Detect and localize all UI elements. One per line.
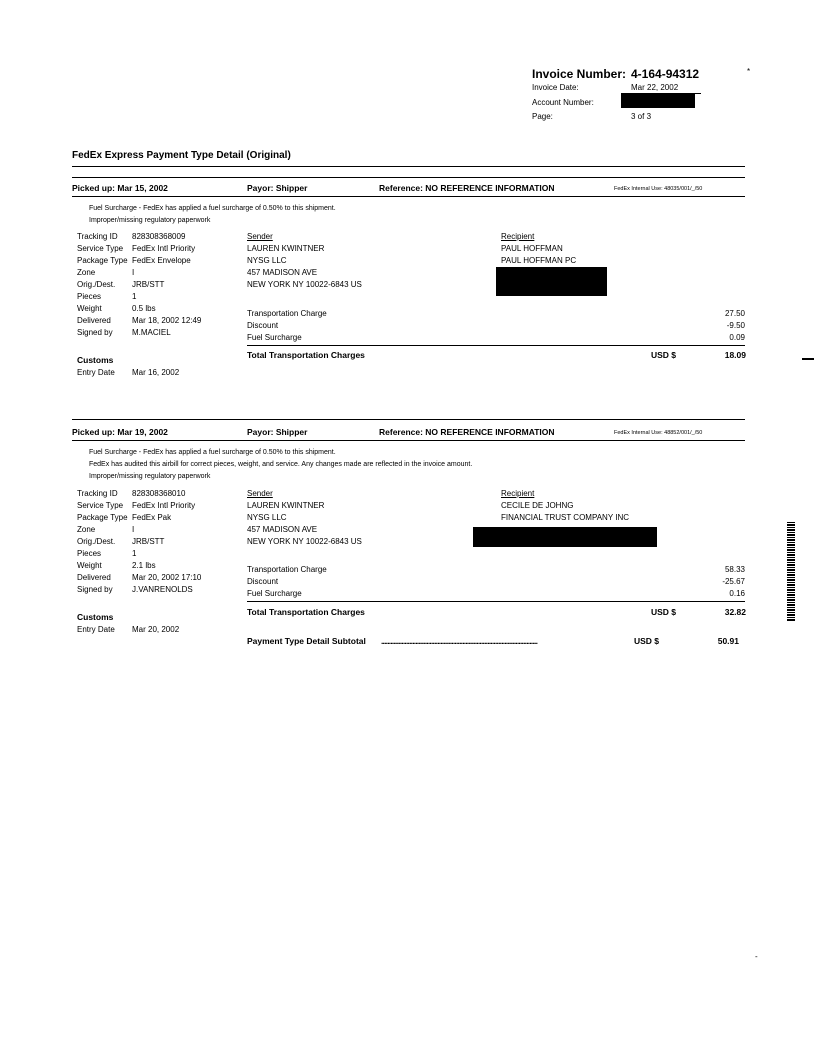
shipment-2-charge-label: Fuel Surcharge xyxy=(247,589,302,598)
shipment-1-detail-label: Package Type xyxy=(77,256,128,265)
shipment-2-recipient-redaction xyxy=(473,527,657,547)
shipment-2-note-1: Fuel Surcharge - FedEx has applied a fuel surcharge of 0.50% to this shipment. xyxy=(89,449,336,456)
shipment-2-detail-label: Tracking ID xyxy=(77,489,118,498)
bottom-mark: - xyxy=(755,952,758,961)
shipment-2-zone: I xyxy=(132,525,135,534)
shipment-2-detail-label: Orig./Dest. xyxy=(77,537,116,546)
shipment-2-note-3: Improper/missing regulatory paperwork xyxy=(89,473,211,480)
shipment-1-payor: Payor: Shipper xyxy=(247,183,308,193)
shipment-1-sender-line: NYSG LLC xyxy=(247,256,287,265)
subtotal-value: 50.91 xyxy=(717,636,739,646)
shipment-2-detail-label: Weight xyxy=(77,561,102,570)
shipment-1-total-label: Total Transportation Charges xyxy=(247,350,365,360)
shipment-2-pieces: 1 xyxy=(132,549,137,558)
shipment-2-detail-label: Delivered xyxy=(77,573,111,582)
shipment-2-package-type: FedEx Pak xyxy=(132,513,172,522)
shipment-1-detail-label: Orig./Dest. xyxy=(77,280,116,289)
invoice-date: Mar 22, 2002 xyxy=(631,83,679,92)
shipment-2-orig-dest: JRB/STT xyxy=(132,537,165,546)
shipment-1-recipient-redaction xyxy=(496,267,607,296)
shipment-2-total-label: Total Transportation Charges xyxy=(247,607,365,617)
shipment-1-charge-label: Fuel Surcharge xyxy=(247,333,302,342)
shipment-2-detail-label: Signed by xyxy=(77,585,113,594)
shipment-1-zone: I xyxy=(132,268,135,277)
shipment-1-fuel-surcharge: 0.09 xyxy=(729,333,745,342)
shipment-2-picked-up: Picked up: Mar 19, 2002 xyxy=(72,427,168,437)
shipment-2-detail-label: Service Type xyxy=(77,501,124,510)
shipment-2-entry-date: Mar 20, 2002 xyxy=(132,625,180,634)
shipment-2-detail-label: Zone xyxy=(77,525,96,534)
subtotal-label: Payment Type Detail Subtotal xyxy=(247,636,366,646)
shipment-1-currency: USD $ xyxy=(651,350,677,360)
section-title-rule xyxy=(72,166,745,167)
shipment-1-recipient-line: PAUL HOFFMAN xyxy=(501,244,563,253)
page-label: Page: xyxy=(532,112,553,121)
account-number-label: Account Number: xyxy=(532,98,594,107)
shipment-1-weight: 0.5 lbs xyxy=(132,304,156,313)
subtotal-currency: USD $ xyxy=(634,636,660,646)
shipment-1-customs-label: Customs xyxy=(77,355,114,365)
shipment-2-customs-label: Customs xyxy=(77,612,114,622)
shipment-1-sender-line: 457 MADISON AVE xyxy=(247,268,318,277)
shipment-1-detail-label: Pieces xyxy=(77,292,102,301)
shipment-1-note-1: Fuel Surcharge - FedEx has applied a fuel surcharge of 0.50% to this shipment. xyxy=(89,205,336,212)
shipment-2-charge-label: Discount xyxy=(247,577,279,586)
shipment-2-signed-by: J.VANRENOLDS xyxy=(132,585,193,594)
shipment-2-internal-use: FedEx Internal Use: 48852/001/_/50 xyxy=(614,430,703,436)
shipment-2-sender-line: NEW YORK NY 10022-6843 US xyxy=(247,537,362,546)
shipment-2-detail-label: Package Type xyxy=(77,513,128,522)
shipment-1-detail-label: Signed by xyxy=(77,328,113,337)
page-value: 3 of 3 xyxy=(631,112,652,121)
shipment-1-note-2: Improper/missing regulatory paperwork xyxy=(89,217,211,224)
shipment-1-entry-date: Mar 16, 2002 xyxy=(132,368,180,377)
shipment-1-header-rule xyxy=(72,196,745,197)
shipment-2-recipient-label: Recipient xyxy=(501,489,535,498)
shipment-1-total-rule xyxy=(247,345,745,346)
shipment-2-recipient-line: FINANCIAL TRUST COMPANY INC xyxy=(501,513,630,522)
shipment-2-sender-line: NYSG LLC xyxy=(247,513,287,522)
shipment-1-transportation-charge: 27.50 xyxy=(724,309,745,318)
shipment-2-tracking-id: 828308368010 xyxy=(132,489,186,498)
shipment-1-total: 18.09 xyxy=(724,350,746,360)
shipment-1-detail-label: Service Type xyxy=(77,244,124,253)
shipment-1-detail-label: Zone xyxy=(77,268,96,277)
shipment-1-sender-label: Sender xyxy=(247,232,273,241)
shipment-1-picked-up: Picked up: Mar 15, 2002 xyxy=(72,183,168,193)
shipment-2-entry-date-label: Entry Date xyxy=(77,625,115,634)
shipment-1-signed-by: M.MACIEL xyxy=(132,328,171,337)
shipment-2-sender-line: 457 MADISON AVE xyxy=(247,525,318,534)
shipment-2-delivered: Mar 20, 2002 17:10 xyxy=(132,573,202,582)
invoice-date-label: Invoice Date: xyxy=(532,83,579,92)
shipment-1-pieces: 1 xyxy=(132,292,137,301)
shipment-1-tracking-id: 828308368009 xyxy=(132,232,186,241)
invoice-number-label: Invoice Number: xyxy=(532,67,627,81)
corner-mark: * xyxy=(747,67,751,76)
shipment-1-recipient-line: PAUL HOFFMAN PC xyxy=(501,256,577,265)
shipment-1-top-rule xyxy=(72,177,745,178)
shipment-2-top-rule xyxy=(72,419,745,420)
shipment-1-package-type: FedEx Envelope xyxy=(132,256,191,265)
shipment-2-reference: Reference: NO REFERENCE INFORMATION xyxy=(379,427,555,437)
shipment-2-sender-line: LAUREN KWINTNER xyxy=(247,501,325,510)
shipment-1-delivered: Mar 18, 2002 12:49 xyxy=(132,316,202,325)
shipment-1-charge-label: Discount xyxy=(247,321,279,330)
shipment-2-detail-label: Pieces xyxy=(77,549,102,558)
shipment-1-internal-use: FedEx Internal Use: 48035/001/_/50 xyxy=(614,186,703,192)
invoice-number: 4-164-94312 xyxy=(631,67,700,81)
shipment-1-detail-label: Weight xyxy=(77,304,102,313)
shipment-1-detail-label: Delivered xyxy=(77,316,111,325)
shipment-1-detail-label: Tracking ID xyxy=(77,232,118,241)
shipment-2-fuel-surcharge: 0.16 xyxy=(729,589,745,598)
shipment-1-charge-label: Transportation Charge xyxy=(247,309,327,318)
margin-barcode xyxy=(787,522,795,622)
shipment-2-header-rule xyxy=(72,440,745,441)
account-number-redaction xyxy=(621,93,695,108)
shipment-2-total: 32.82 xyxy=(724,607,746,617)
shipment-2-service-type: FedEx Intl Priority xyxy=(132,501,196,510)
shipment-2-currency: USD $ xyxy=(651,607,677,617)
shipment-2-weight: 2.1 lbs xyxy=(132,561,156,570)
shipment-2-discount: -25.67 xyxy=(722,577,745,586)
shipment-1-sender-line: NEW YORK NY 10022-6843 US xyxy=(247,280,362,289)
subtotal-leader-dots: .................................................................................................... xyxy=(381,636,538,646)
shipment-1-service-type: FedEx Intl Priority xyxy=(132,244,196,253)
shipment-2-payor: Payor: Shipper xyxy=(247,427,308,437)
shipment-2-total-rule xyxy=(247,601,745,602)
shipment-1-discount: -9.50 xyxy=(726,321,745,330)
shipment-2-note-2: FedEx has audited this airbill for correct pieces, weight, and service. Any changes made are reflected in the invoice amount. xyxy=(89,461,473,468)
shipment-2-recipient-line: CECILE DE JOHNG xyxy=(501,501,574,510)
shipment-2-charge-label: Transportation Charge xyxy=(247,565,327,574)
shipment-1-orig-dest: JRB/STT xyxy=(132,280,165,289)
shipment-1-sender-line: LAUREN KWINTNER xyxy=(247,244,325,253)
shipment-1-entry-date-label: Entry Date xyxy=(77,368,115,377)
section-title: FedEx Express Payment Type Detail (Original) xyxy=(72,150,291,161)
margin-dash xyxy=(802,358,814,360)
shipment-1-recipient-label: Recipient xyxy=(501,232,535,241)
shipment-1-reference: Reference: NO REFERENCE INFORMATION xyxy=(379,183,555,193)
shipment-2-transportation-charge: 58.33 xyxy=(724,565,745,574)
shipment-2-sender-label: Sender xyxy=(247,489,273,498)
